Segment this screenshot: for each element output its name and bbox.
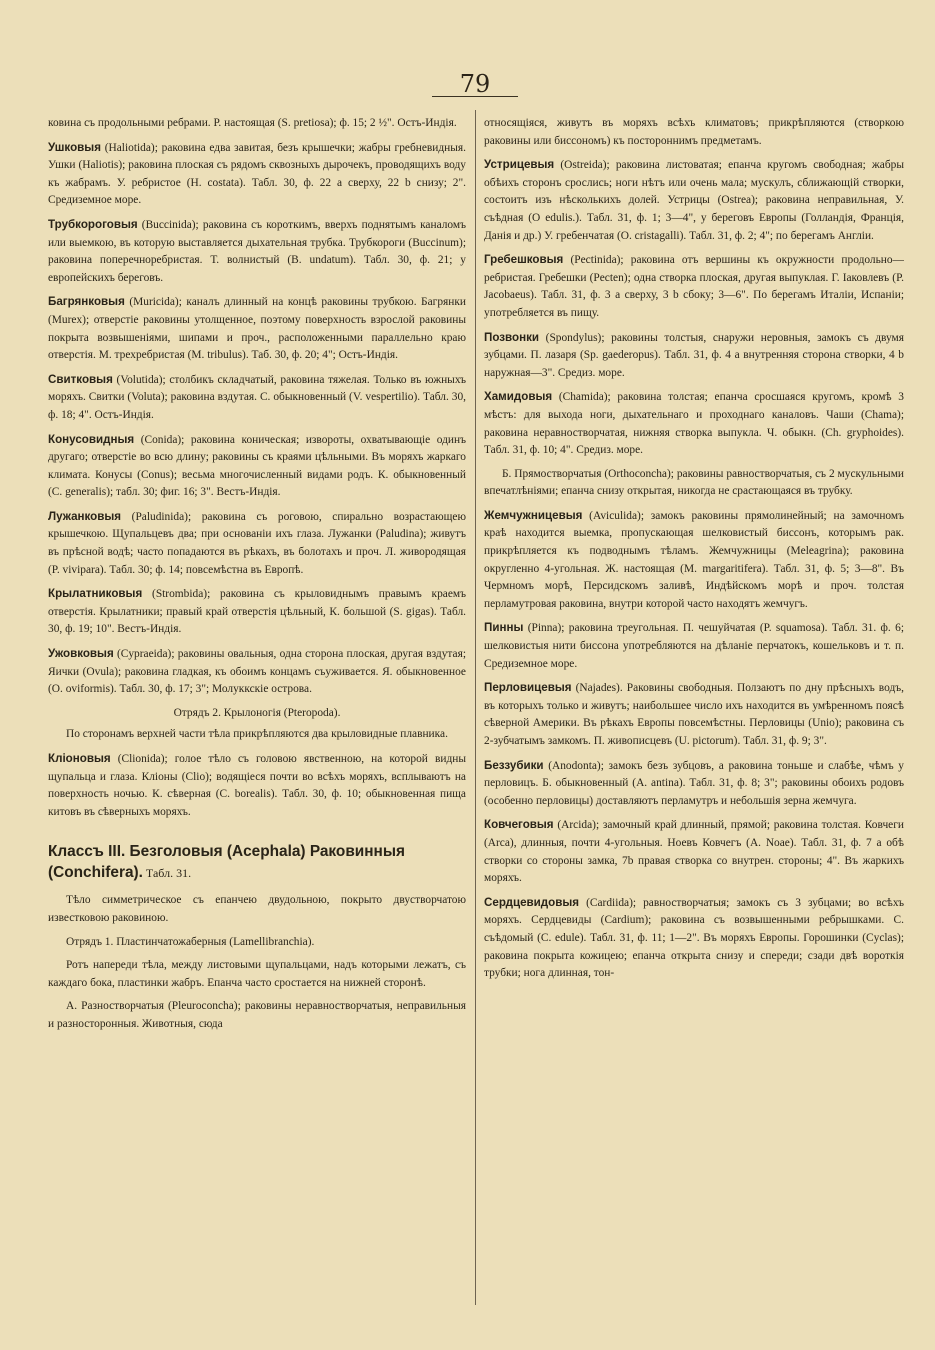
taxon-entry: [48, 371, 466, 425]
taxon-entry: [48, 585, 466, 639]
taxon-entry: [48, 750, 466, 821]
taxon-heading: Гребешковыя: [484, 253, 564, 267]
class-heading: [48, 841, 466, 884]
taxon-entry: [484, 507, 904, 614]
taxon-heading: Сердцевидовыя: [484, 895, 580, 909]
taxon-entry: [48, 431, 466, 502]
taxon-description: (Pinna); раковина треугольная. П. чешуйчатая (P. squamosa). Табл. 31. ф. 6; шелковистыя нити биссона употребляются на дѣланіе перчатокъ, кошельковъ и т. п. Средиземное море.: [484, 622, 904, 670]
page-number-rule: [432, 96, 518, 97]
taxon-heading: Пинны: [484, 621, 524, 635]
taxon-entry: [48, 293, 466, 364]
taxon-description: (Cardiida); равностворчатыя; замокъ съ 3 зубцами; во всѣхъ моряхъ. Сердцевиды (Cardium); раковина съ возвышенными ребрышками. С. съѣдомый (C. edule). Табл. 31, ф. 11; 1—2". Въ моряхъ Европы. Горошинки (Cyclas); раковина покрыта кожицею; епанча открыта снизу и спереди; сзади двѣ вороткія трубки; нога длинная, тон-: [484, 896, 904, 980]
taxon-description: (Najades). Раковины свободныя. Ползаютъ по дну прѣсныхъ водъ, въ которыхъ только и живутъ; наибольшее число ихъ находится въ умѣренномъ поясѣ сѣверной Америки. Въ рѣкахъ Европы повсемѣстны. Перловицы (Unio); раковина съ 2-зубчатымъ замкомъ. П. живописцевъ (U. pictorum). Табл. 31, ф. 9; 3".: [484, 682, 904, 747]
taxon-entry: [484, 329, 904, 383]
paragraph: А. Разностворчатыя (Pleuroconcha); раковины неравностворчатыя, неправильныя и разносторонныя. Животныя, сюда: [48, 1000, 466, 1030]
paragraph: Отрядъ 1. Пластинчатожаберныя (Lamellibranchia).: [66, 935, 315, 948]
taxon-entry: [48, 139, 466, 210]
taxon-heading: Хамидовыя: [484, 390, 553, 404]
taxon-entry: [484, 757, 904, 811]
taxon-description: (Chamida); раковина толстая; епанча сросшаяся кругомъ, кромѣ 3 мѣстъ: для выхода ноги, дыхательнаго и проходнаго каналовъ. Чаши (Chama); раковина неравностворчатая, нижняя створка выпукла. Ч. обыкн. (Ch. gryphoides). Табл. 31, ф. 10; 4". Средиз. море.: [484, 391, 904, 457]
taxon-entry: [484, 894, 904, 983]
taxon-description: (Strombida); раковина съ крыловиднымъ правымъ краемъ отверстія. Крылатники; правый край отверстія цѣльный, К. большой (S. gigas). Табл. 30, ф. 19; 10". Вестъ-Индія.: [48, 588, 466, 636]
taxon-entry: [48, 216, 466, 287]
taxon-description: (Spondylus); раковины толстыя, снаружи неровныя, замокъ съ двумя зубцами. П. лазаря (Sp. gaederopus). Табл. 31, ф. 4 а внутренняя сторона створки, 4 b наружная—3". Средиз. море.: [484, 331, 904, 379]
paragraph: Б. Прямостворчатыя (Orthoconcha); раковины равностворчатыя, съ 2 мускульными впечатлѣніями; епанча снизу открытая, никогда не срастающаяся въ трубку.: [484, 467, 904, 498]
taxon-description: (Clionida); голое тѣло съ головою явственною, на которой видны щупальца и глаза. Кліоны (Clio); водящіеся почти во всѣхъ моряхъ, всплываютъ на поверхность ночью. К. сѣверная (C. borealis). Табл. 30, ф. 10; обыкновенная пища китовъ въ сѣверныхъ моряхъ.: [48, 753, 466, 818]
taxon-entry: [484, 251, 904, 322]
taxon-heading: Перловицевыя: [484, 681, 572, 695]
taxon-description: (Volutida); столбикъ складчатый, раковина тяжелая. Только въ южныхъ моряхъ. Свитки (Voluta); раковина вздутая. С. обыкновенный (V. vespertilio). Табл. 30, ф. 18; 4". Остъ-Индія.: [48, 373, 466, 421]
taxon-entry: [48, 645, 466, 699]
page-number: 79: [459, 70, 491, 98]
paragraph: Ротъ напереди тѣла, между листовыми щупальцами, надъ которыми лежатъ, съ каждаго бока, пластинки жабръ. Епанча часто сростается на нижней сторонѣ.: [48, 959, 466, 989]
taxon-heading: Устрицевыя: [484, 158, 555, 172]
paragraph: По сторонамъ верхней части тѣла прикрѣпляются два крыловидные плавника.: [66, 728, 448, 741]
taxon-heading: Позвонки: [484, 330, 540, 344]
taxon-heading: Ковчеговыя: [484, 818, 554, 832]
taxon-description: (Aviculida); замокъ раковины прямолинейный; на замочномъ краѣ находится выемка, пропускающая шелковистый биссонъ, которымъ рак. прикрѣпляется къ подводнымъ тѣламъ. Жемчужницы (Meleagrina); раковина округленно 4-угольная. Ж. настоящая (M. margaritifera). Табл. 31, ф. 5; 3—8". Въ Чермномъ морѣ, Персидскомъ заливѣ, Индѣйскомъ морѣ и проч. толстая перламутровая раковина, внутри которой часто находятъ жемчугъ.: [484, 509, 904, 610]
order-heading: Отрядъ 2. Крылоногія (Pteropoda).: [173, 706, 341, 719]
taxon-description: (Ostreida); раковина листоватая; епанча кругомъ свободная; жабры обѣихъ сторонъ срослись; ноги нѣтъ или очень мала; мускулъ, сближающій створки, состоитъ изъ нѣсколькихъ долей. Устрицы (Ostrea); раковина неправильная, У. съѣдная (O edulis.). Табл. 31, ф. 1; 3—4", у береговъ Европы (Голландія, Франція, Данія и др.) У. гребенчатая (O. cristagalli). Табл. 31, ф. 2; 4"; по берегамъ Англіи.: [484, 159, 904, 242]
continued-paragraph: относящіяся, живутъ въ моряхъ всѣхъ климатовъ; прикрѣпляются (створкою раковины или биссономъ) къ постороннимъ предметамъ.: [484, 117, 904, 147]
taxon-heading: Ушковыя: [48, 140, 101, 154]
column-divider: [475, 110, 476, 1305]
taxon-heading: Кліоновыя: [48, 752, 111, 765]
taxon-heading: Ужовковыя: [48, 647, 114, 661]
taxon-heading: Свитковыя: [48, 372, 113, 386]
taxon-description: (Anodonta); замокъ безъ зубцовъ, а раковина тоньше и слабѣе, чѣмъ у перловицъ. Б. обыкновенный (A. antina). Табл. 31, ф. 8; 3"; раковины обоихъ родовъ (особенно перловицы) доставляютъ перламутръ и небольшія зерна жемчуга.: [484, 759, 904, 807]
class-heading-table-ref: Табл. 31.: [142, 866, 192, 881]
taxon-entry: [484, 619, 904, 673]
class-heading-title: Классъ III. Безголовыя (Acephala) Раковинныя (Conchifera).: [48, 843, 405, 882]
taxon-description: (Haliotida); раковина едва завитая, безъ крышечки; жабры гребневидныя. Ушки (Haliotis); раковина плоская съ рядомъ сквозныхъ дырочекъ, проводящихъ воду къ жабрамъ. У. ребристое (H. costata). Табл. 30, ф. 22 а сверху, 22 b снизу; 2". Средиземное море.: [48, 141, 466, 207]
taxon-entry: [484, 816, 904, 887]
taxon-description: (Conida); раковина коническая; извороты, охватывающіе одинъ другаго; отверстіе во всю длину; раковины съ краями цѣльными. Въ моряхъ жаркаго климата. Конусы (Conus); весьма многочисленный видами родъ. К. обыкновенный (C. generalis); табл. 30; фиг. 16; 3". Вестъ-Индія.: [48, 433, 466, 499]
taxon-description: (Paludinida); раковина съ роговою, спирально возрастающею крышечкою. Щупальцевъ два; при основаніи ихъ глаза. Лужанки (Paludina); живутъ въ прѣсной водѣ; часто попадаются въ рѣкахъ, въ болотахъ и проч. Л. живородящая (P. vivipara). Табл. 30; ф. 14; повсемѣстна въ Европѣ.: [48, 510, 466, 576]
taxon-heading: Конусовидныя: [48, 432, 135, 446]
taxon-entry: [484, 156, 904, 245]
taxon-entry: [48, 508, 466, 579]
taxon-heading: Беззубики: [484, 758, 544, 772]
taxon-heading: Багрянковыя: [48, 295, 125, 309]
taxon-heading: Крылатниковыя: [48, 587, 143, 601]
taxon-description: (Pectinida); раковина отъ вершины къ окружности продольно—ребристая. Гребешки (Pecten); одна створка плоская, другая выпуклая. Г. Іаковлевъ (P. Jacobaeus). Табл. 31, ф. 3 а сверху, 3 b сбоку; 3—6". По берегамъ Италіи, Испаніи; употребляется въ пищу.: [484, 254, 904, 319]
left-column: [48, 115, 466, 1310]
taxon-heading: Трубкороговыя: [48, 217, 138, 231]
taxon-heading: Жемчужницевыя: [484, 508, 583, 522]
taxon-description: (Cypraeida); раковины овальныя, одна сторона плоская, другая вздутая; Яички (Ovula); раковина гладкая, къ обоимъ концамъ съуживается. Я. обыкновенное (O. oviformis). Табл. 30, ф. 17; 3"; Молуккскіе острова.: [48, 648, 466, 696]
taxon-description: (Buccinida); раковина съ короткимъ, вверхъ поднятымъ каналомъ или выемкою, въ которую выставляется дыхательная трубка. Трубкороги (Buccinum); раковина поперечноребристая. Т. волнистый (B. undatum). Табл. 30, ф. 21; у европейскихъ береговъ.: [48, 218, 466, 284]
taxon-heading: Лужанковыя: [48, 509, 122, 523]
continued-paragraph: ковина съ продольными ребрами. Р. настоящая (S. pretiosa); ф. 15; 2 ½". Остъ-Индія.: [48, 117, 457, 129]
taxon-entry: [484, 679, 904, 750]
taxon-description: (Muricida); каналъ длинный на концѣ раковины трубкою. Багрянки (Murex); отверстіе раковины утолщенное, поэтому поверхность взрослой раковины покрыта возвышеніями, шипами и проч., расположенными параллельно краю отверстія. М. трехребристая (M. tribulus). Таб. 30, ф. 20; 4"; Остъ-Индія.: [48, 296, 466, 362]
paragraph: Тѣло симметрическое съ епанчею двудольною, покрыто двустворчатою известковою раковиною.: [48, 894, 466, 924]
right-column: [484, 115, 904, 1310]
taxon-description: (Arcida); замочный край длинный, прямой; раковина толстая. Ковчеги (Arca), длинныя, почти 4-угольныя. Ноевъ Ковчегъ (A. Noae). Табл. 31, ф. 7 а обѣ створки со стороны замка, 7b правая створка со внутрен. стороны; 4". Въ жаркихъ моряхъ.: [484, 819, 904, 885]
taxon-entry: [484, 388, 904, 459]
